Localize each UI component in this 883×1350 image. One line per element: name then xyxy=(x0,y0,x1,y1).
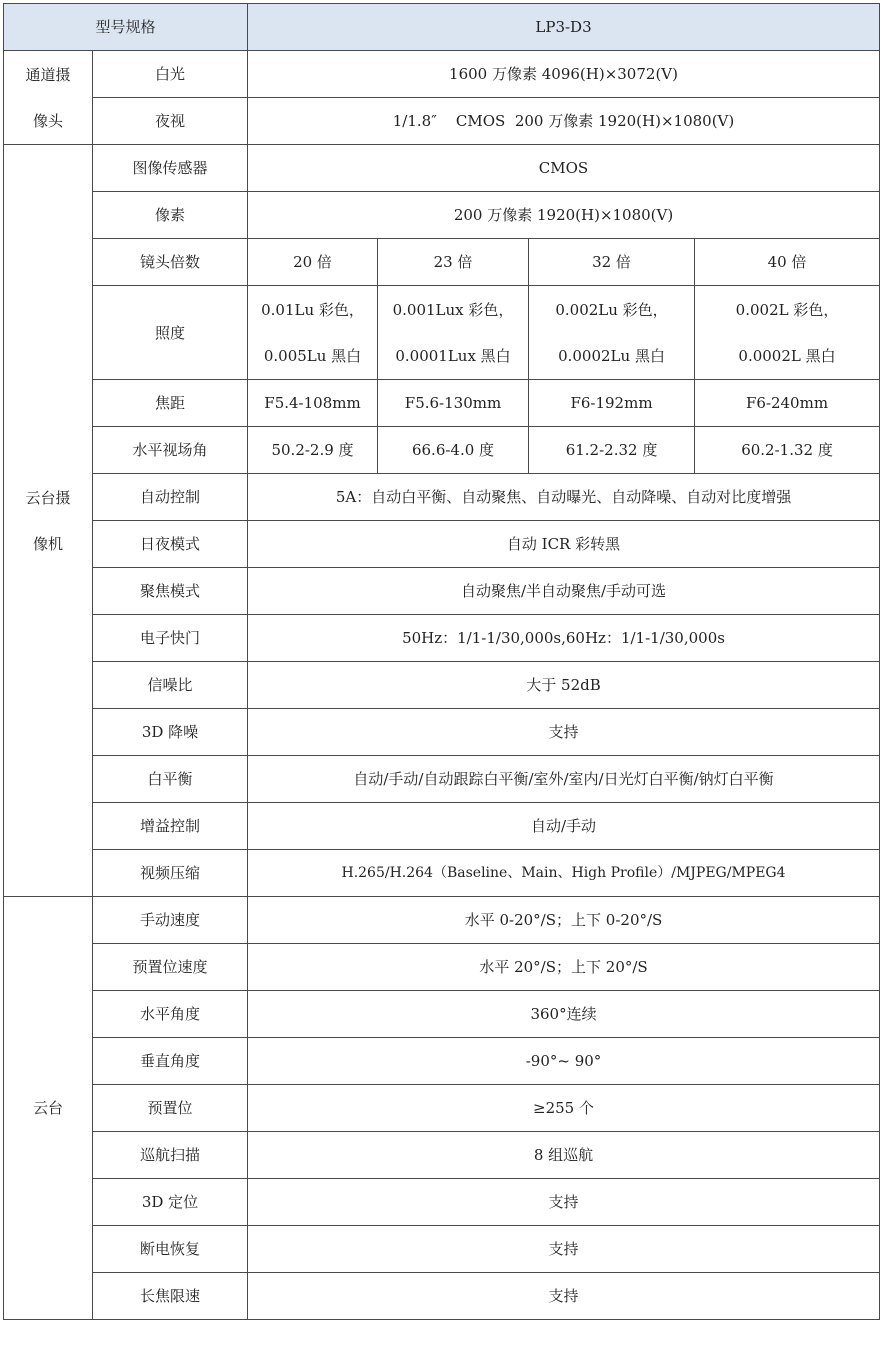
param-value: 1/1.8″ CMOS 200 万像素 1920(H)×1080(V) xyxy=(248,98,880,145)
table-row xyxy=(4,98,880,145)
param-value: 自动/手动 xyxy=(248,803,880,850)
param-name: 聚焦模式 xyxy=(93,568,248,615)
param-value: 大于 52dB xyxy=(248,662,880,709)
param-value: 60.2-1.32 度 xyxy=(695,427,880,474)
param-value: 自动 ICR 彩转黑 xyxy=(248,521,880,568)
param-value: 40 倍 xyxy=(695,239,880,286)
table-row xyxy=(4,662,880,709)
header-label: 型号规格 xyxy=(4,4,248,51)
param-name: 增益控制 xyxy=(93,803,248,850)
illuminance-bw: 0.0001Lux 黑白 xyxy=(395,346,511,365)
param-name: 水平角度 xyxy=(93,991,248,1038)
illuminance-color: 0.01Lu 彩色， xyxy=(261,300,364,319)
illuminance-bw: 0.0002L 黑白 xyxy=(738,346,836,365)
param-value: 23 倍 xyxy=(378,239,529,286)
param-name: 照度 xyxy=(93,286,248,380)
header-model: LP3-D3 xyxy=(248,4,880,51)
param-value: 支持 xyxy=(248,1179,880,1226)
group-ptz-camera xyxy=(4,145,93,897)
param-name: 视频压缩 xyxy=(93,850,248,897)
param-name: 镜头倍数 xyxy=(93,239,248,286)
param-value: CMOS xyxy=(248,145,880,192)
illuminance-color: 0.002Lu 彩色， xyxy=(555,300,668,319)
table-row xyxy=(4,1226,880,1273)
table-row xyxy=(4,145,880,192)
table-row xyxy=(4,51,880,98)
table-row xyxy=(4,756,880,803)
table-row xyxy=(4,568,880,615)
param-value: F5.4-108mm xyxy=(248,380,378,427)
param-name: 夜视 xyxy=(93,98,248,145)
group-channel-camera xyxy=(4,51,93,145)
group-label-line: 云台摄 xyxy=(25,488,71,507)
param-name: 预置位 xyxy=(93,1085,248,1132)
param-name: 断电恢复 xyxy=(93,1226,248,1273)
table-row xyxy=(4,1085,880,1132)
param-value: 支持 xyxy=(248,1273,880,1320)
param-value: 61.2-2.32 度 xyxy=(529,427,695,474)
group-label-line: 像头 xyxy=(32,111,63,130)
param-value xyxy=(378,286,529,380)
param-value: 20 倍 xyxy=(248,239,378,286)
group-ptz: 云台 xyxy=(4,897,93,1320)
param-name: 巡航扫描 xyxy=(93,1132,248,1179)
param-value: 支持 xyxy=(248,709,880,756)
table-row xyxy=(4,192,880,239)
param-name: 焦距 xyxy=(93,380,248,427)
param-name: 垂直角度 xyxy=(93,1038,248,1085)
param-value: 50.2-2.9 度 xyxy=(248,427,378,474)
param-value: 水平 0-20°/S；上下 0-20°/S xyxy=(248,897,880,944)
param-name: 白平衡 xyxy=(93,756,248,803)
param-name: 预置位速度 xyxy=(93,944,248,991)
param-value: 8 组巡航 xyxy=(248,1132,880,1179)
param-value: 1600 万像素 4096(H)×3072(V) xyxy=(248,51,880,98)
param-name: 电子快门 xyxy=(93,615,248,662)
group-label-line: 像机 xyxy=(32,534,63,553)
illuminance-color: 0.001Lux 彩色， xyxy=(392,300,514,319)
param-value: 支持 xyxy=(248,1226,880,1273)
table-row xyxy=(4,239,880,286)
table-row xyxy=(4,1273,880,1320)
param-name: 水平视场角 xyxy=(93,427,248,474)
param-value: 360°连续 xyxy=(248,991,880,1038)
param-name: 信噪比 xyxy=(93,662,248,709)
param-value xyxy=(695,286,880,380)
param-name: 手动速度 xyxy=(93,897,248,944)
param-name: 长焦限速 xyxy=(93,1273,248,1320)
illuminance-bw: 0.0002Lu 黑白 xyxy=(558,346,665,365)
param-name: 3D 定位 xyxy=(93,1179,248,1226)
param-value: F6-192mm xyxy=(529,380,695,427)
param-value: F5.6-130mm xyxy=(378,380,529,427)
table-row xyxy=(4,521,880,568)
param-value: 水平 20°/S；上下 20°/S xyxy=(248,944,880,991)
param-name: 自动控制 xyxy=(93,474,248,521)
table-row xyxy=(4,991,880,1038)
illuminance-color: 0.002L 彩色， xyxy=(735,300,839,319)
param-value: 自动/手动/自动跟踪白平衡/室外/室内/日光灯白平衡/钠灯白平衡 xyxy=(248,756,880,803)
group-label-line: 通道摄 xyxy=(25,65,71,84)
param-name: 3D 降噪 xyxy=(93,709,248,756)
table-row xyxy=(4,286,880,380)
param-name: 图像传感器 xyxy=(93,145,248,192)
param-value xyxy=(248,286,378,380)
param-value xyxy=(529,286,695,380)
table-row xyxy=(4,474,880,521)
param-value: 自动聚焦/半自动聚焦/手动可选 xyxy=(248,568,880,615)
table-row xyxy=(4,615,880,662)
param-value: 200 万像素 1920(H)×1080(V) xyxy=(248,192,880,239)
table-row xyxy=(4,427,880,474)
table-row xyxy=(4,850,880,897)
param-value: 66.6-4.0 度 xyxy=(378,427,529,474)
table-row xyxy=(4,803,880,850)
param-value: ≥255 个 xyxy=(248,1085,880,1132)
param-value: 50Hz：1/1-1/30,000s,60Hz：1/1-1/30,000s xyxy=(248,615,880,662)
param-value: 5A：自动白平衡、自动聚焦、自动曝光、自动降噪、自动对比度增强 xyxy=(248,474,880,521)
table-row xyxy=(4,709,880,756)
table-row xyxy=(4,897,880,944)
table-row xyxy=(4,1132,880,1179)
param-name: 日夜模式 xyxy=(93,521,248,568)
table-row xyxy=(4,1038,880,1085)
illuminance-bw: 0.005Lu 黑白 xyxy=(263,346,362,365)
table-row xyxy=(4,944,880,991)
param-value: H.265/H.264（Baseline、Main、High Profile）/MJPEG/MPEG4 xyxy=(248,850,880,897)
spec-table xyxy=(3,3,880,1320)
param-name: 白光 xyxy=(93,51,248,98)
table-row xyxy=(4,380,880,427)
param-value: -90°~ 90° xyxy=(248,1038,880,1085)
header-row xyxy=(4,4,880,51)
param-name: 像素 xyxy=(93,192,248,239)
param-value: F6-240mm xyxy=(695,380,880,427)
table-row xyxy=(4,1179,880,1226)
param-value: 32 倍 xyxy=(529,239,695,286)
